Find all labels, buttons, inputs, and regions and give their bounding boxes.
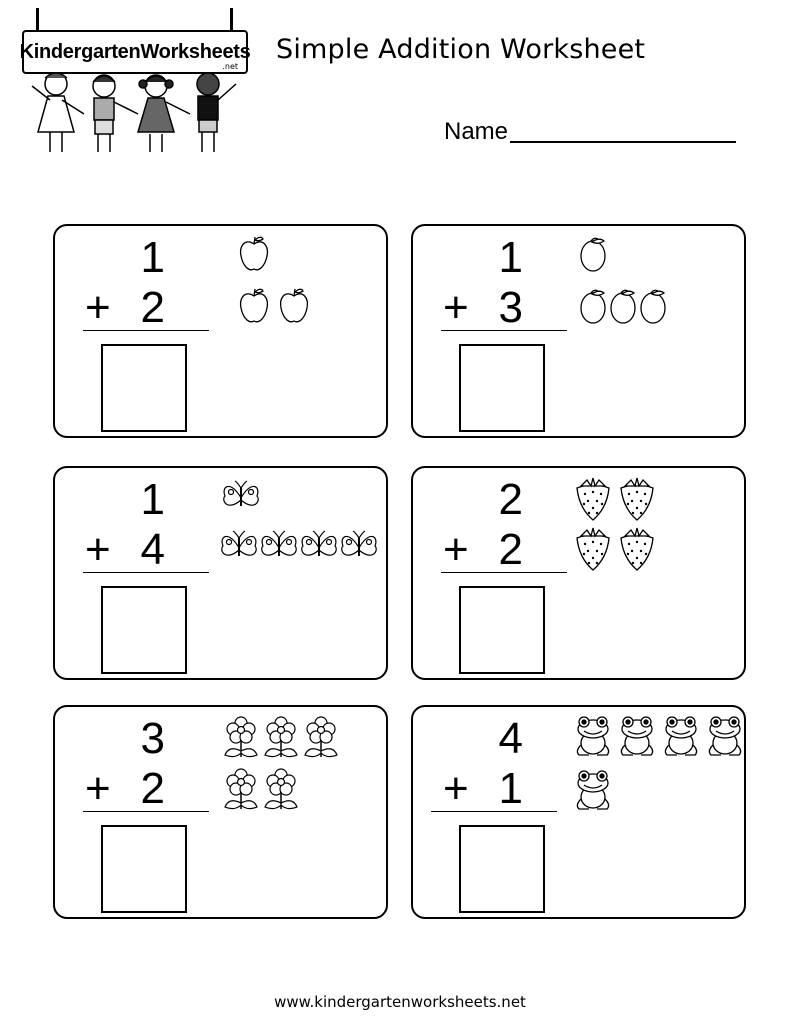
bottom-addend: 2: [498, 525, 523, 574]
plus-sign: +: [85, 525, 111, 574]
bottom-addend: 2: [140, 283, 165, 332]
name-label: Name: [444, 118, 509, 145]
answer-box[interactable]: [101, 344, 187, 432]
answer-box[interactable]: [459, 586, 545, 674]
flower-icon: [215, 713, 387, 813]
bottom-row: [443, 283, 523, 332]
plus-sign: +: [85, 283, 111, 332]
plus-sign: +: [443, 525, 469, 574]
bottom-addend: 4: [140, 525, 165, 574]
top-addend: 3: [140, 714, 165, 763]
bottom-addend: 1: [498, 764, 523, 813]
problem-card-2: [411, 224, 746, 438]
top-addend: 1: [498, 233, 523, 282]
bottom-row: [85, 764, 165, 813]
top-addend: 4: [498, 714, 523, 763]
problem-card-3: [53, 466, 388, 680]
problem-card-5: [53, 705, 388, 919]
logo-text-worksheets: Worksheets: [140, 40, 251, 63]
answer-box[interactable]: [101, 825, 187, 913]
logo-net: .net: [222, 62, 238, 71]
problem-card-6: [411, 705, 746, 919]
footer-url: www.kindergartenworksheets.net: [274, 993, 526, 1011]
bottom-row: [443, 764, 523, 813]
plus-sign: +: [85, 764, 111, 813]
bottom-row: [85, 525, 165, 574]
name-line[interactable]: [510, 141, 736, 143]
top-addend: 2: [498, 475, 523, 524]
bottom-addend: 3: [498, 283, 523, 332]
apple-icon: [215, 232, 387, 332]
logo-text: [20, 41, 251, 64]
sum-line: [441, 330, 567, 331]
sum-line: [441, 572, 567, 573]
problem-card-4: [411, 466, 746, 680]
butterfly-icon: [215, 474, 387, 574]
strawberry-icon: [573, 474, 745, 574]
lemon-icon: [573, 232, 745, 332]
sum-line: [83, 572, 209, 573]
plus-sign: +: [443, 764, 469, 813]
bottom-row: [443, 525, 523, 574]
plus-sign: +: [443, 283, 469, 332]
sum-line: [83, 811, 209, 812]
logo-sign: [19, 30, 251, 74]
bottom-row: [85, 283, 165, 332]
sum-line: [431, 811, 557, 812]
name-field[interactable]: [444, 118, 736, 146]
worksheet-title: Simple Addition Worksheet: [276, 34, 646, 65]
kids-holding-hands-icon: [26, 70, 242, 158]
answer-box[interactable]: [459, 344, 545, 432]
site-logo: [18, 8, 250, 158]
sum-line: [83, 330, 209, 331]
logo-text-kindergarten: Kindergarten: [19, 40, 141, 63]
frog-icon: [573, 713, 745, 813]
answer-box[interactable]: [101, 586, 187, 674]
top-addend: 1: [140, 233, 165, 282]
bottom-addend: 2: [140, 764, 165, 813]
top-addend: 1: [140, 475, 165, 524]
answer-box[interactable]: [459, 825, 545, 913]
problem-card-1: [53, 224, 388, 438]
